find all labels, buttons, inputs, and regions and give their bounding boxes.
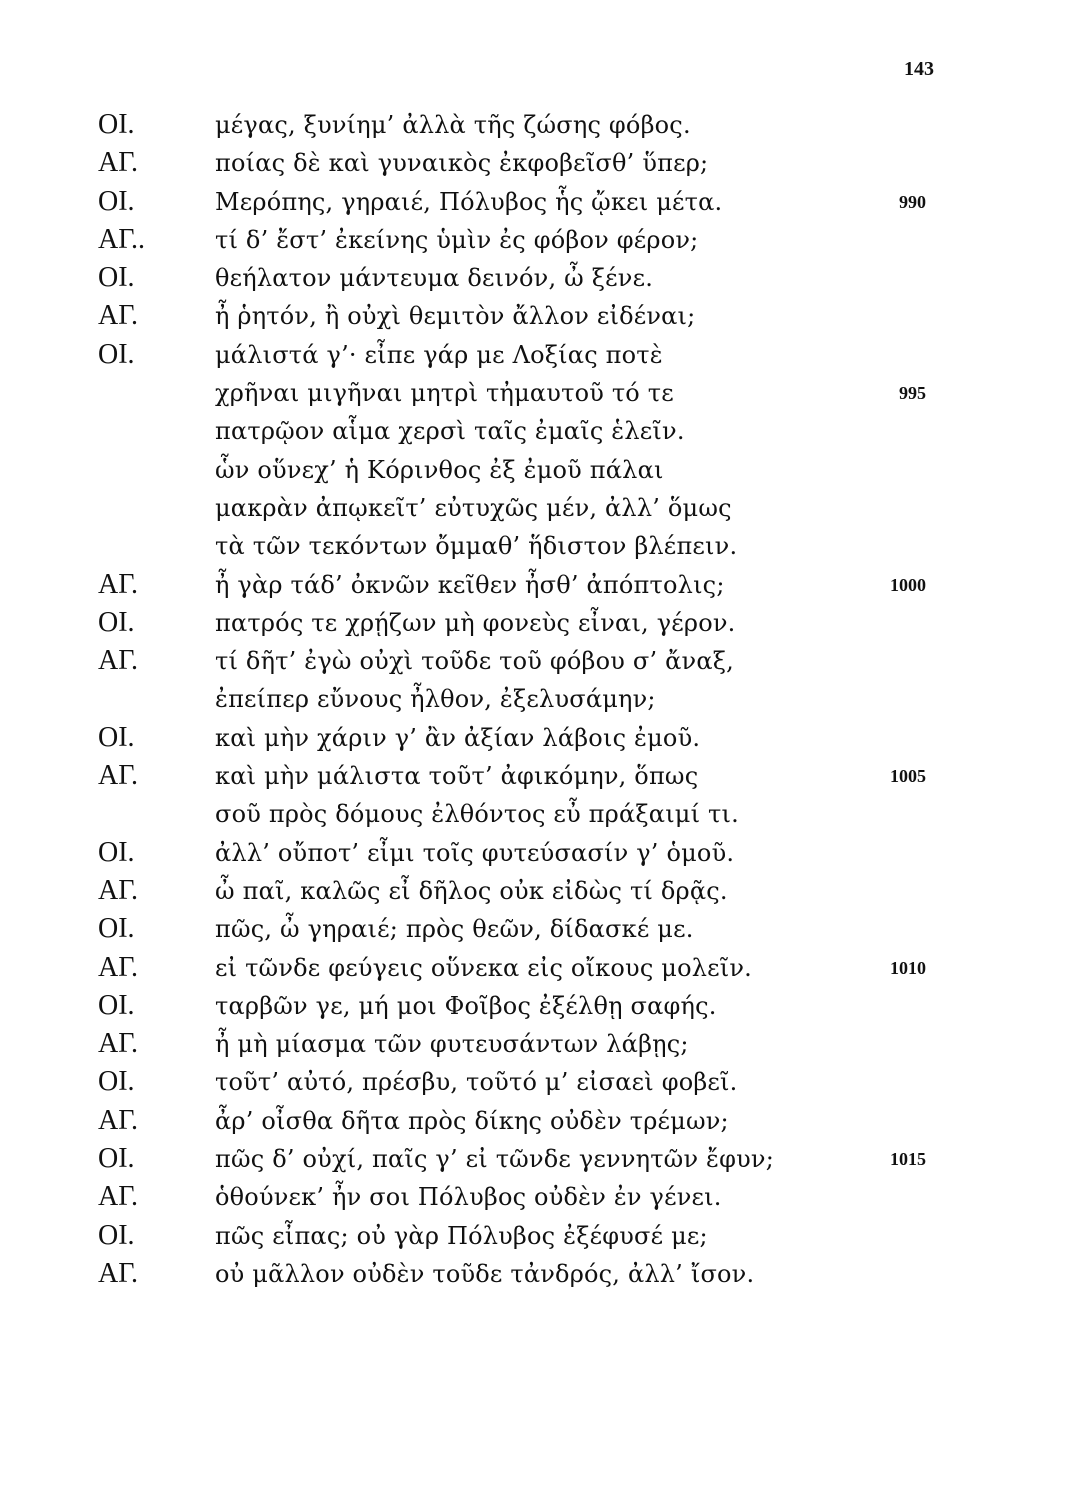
verse-line	[0, 757, 1065, 795]
verse-line	[0, 183, 1065, 221]
verse-line	[0, 834, 1065, 872]
line-number: 1015	[890, 1149, 926, 1170]
verse-line	[0, 1255, 1065, 1293]
speaker-label: ΑΓ.	[98, 300, 139, 332]
speaker-label: ΟΙ.	[98, 913, 135, 945]
verse-text: Μερόπης, γηραιέ, Πόλυβος ἧς ᾤκει μέτα.	[215, 187, 723, 216]
verse-list	[0, 106, 1065, 1293]
speaker-label: ΑΓ.	[98, 874, 139, 906]
verse-text: ἦ γὰρ τάδ’ ὀκνῶν κεῖθεν ἦσθ’ ἀπόπτολις;	[215, 570, 725, 599]
speaker-label: ΟΙ.	[98, 338, 135, 370]
speaker-label: ΑΓ.	[98, 1257, 139, 1289]
speaker-label: ΟΙ.	[98, 721, 135, 753]
verse-text: τοῦτ’ αὐτό, πρέσβυ, τοῦτό μ’ εἰσαεὶ φοβεῖ.	[215, 1068, 738, 1097]
verse-text: ποίας δὲ καὶ γυναικὸς ἐκφοβεῖσθ’ ὕπερ;	[215, 149, 709, 178]
verse-line	[0, 221, 1065, 259]
verse-line	[0, 1217, 1065, 1255]
verse-line	[0, 489, 1065, 527]
line-number: 1005	[890, 766, 926, 787]
verse-text: πατρός τε χρῄζων μὴ φονεὺς εἶναι, γέρον.	[215, 608, 736, 637]
speaker-label: ΟΙ.	[98, 989, 135, 1021]
verse-text: ἆρ’ οἶσθα δῆτα πρὸς δίκης οὐδὲν τρέμων;	[215, 1106, 729, 1135]
verse-line	[0, 412, 1065, 450]
verse-line	[0, 680, 1065, 718]
verse-text: οὐ μᾶλλον οὐδὲν τοῦδε τἀνδρός, ἀλλ’ ἴσον.	[215, 1259, 755, 1288]
speaker-label: ΟΙ.	[98, 1143, 135, 1175]
verse-line	[0, 566, 1065, 604]
verse-line	[0, 719, 1065, 757]
speaker-label: ΑΓ.	[98, 147, 139, 179]
verse-text: τί δῆτ’ ἐγὼ οὐχὶ τοῦδε τοῦ φόβου σ’ ἄναξ,	[215, 647, 734, 676]
verse-text: θεήλατον μάντευμα δεινόν, ὦ ξένε.	[215, 264, 654, 293]
speaker-label: ΟΙ.	[98, 185, 135, 217]
speaker-label: ΑΓ..	[98, 223, 146, 255]
verse-line	[0, 1102, 1065, 1140]
line-number: 1000	[890, 574, 926, 595]
verse-line	[0, 1063, 1065, 1101]
verse-line	[0, 336, 1065, 374]
speaker-label: ΑΓ.	[98, 1104, 139, 1136]
line-number: 990	[899, 191, 926, 212]
verse-text: ὧν οὕνεχ’ ἡ Κόρινθος ἐξ ἐμοῦ πάλαι	[215, 455, 664, 484]
verse-text: καὶ μὴν χάριν γ’ ἂν ἀξίαν λάβοις ἐμοῦ.	[215, 723, 701, 752]
verse-text: τὰ τῶν τεκόντων ὄμμαθ’ ἥδιστον βλέπειν.	[215, 532, 738, 561]
line-number: 995	[899, 383, 926, 404]
verse-text: καὶ μὴν μάλιστα τοῦτ’ ἀφικόμην, ὅπως	[215, 762, 699, 791]
verse-text: πατρῷον αἷμα χερσὶ ταῖς ἐμαῖς ἑλεῖν.	[215, 417, 685, 446]
verse-line	[0, 987, 1065, 1025]
speaker-label: ΟΙ.	[98, 262, 135, 294]
verse-line	[0, 144, 1065, 182]
verse-line	[0, 451, 1065, 489]
verse-text: τί δ’ ἔστ’ ἐκείνης ὑμὶν ἐς φόβον φέρον;	[215, 225, 699, 254]
verse-text: ἐπείπερ εὔνους ἦλθον, ἐξελυσάμην;	[215, 685, 656, 714]
verse-text: μακρὰν ἀπῳκεῖτ’ εὐτυχῶς μέν, ἀλλ’ ὅμως	[215, 493, 732, 522]
page-number: 143	[904, 58, 934, 80]
line-number: 1010	[890, 957, 926, 978]
speaker-label: ΟΙ.	[98, 1066, 135, 1098]
speaker-label: ΟΙ.	[98, 109, 135, 140]
speaker-label: ΟΙ.	[98, 836, 135, 868]
verse-text: πῶς εἶπας; οὐ γὰρ Πόλυβος ἐξέφυσέ με;	[215, 1221, 708, 1250]
verse-text: ἦ ῥητόν, ἢ οὐχὶ θεμιτὸν ἄλλον εἰδέναι;	[215, 302, 696, 331]
verse-text: εἰ τῶνδε φεύγεις οὕνεκα εἰς οἴκους μολεῖν.	[215, 953, 753, 982]
verse-text: μέγας, ξυνίημ’ ἀλλὰ τῆς ζώσης φόβος.	[215, 111, 691, 139]
verse-line	[0, 374, 1065, 412]
verse-line	[0, 642, 1065, 680]
speaker-label: ΑΓ.	[98, 760, 139, 792]
verse-text: χρῆναι μιγῆναι μητρὶ τἠμαυτοῦ τό τε	[215, 379, 674, 408]
verse-line	[0, 949, 1065, 987]
speaker-label: ΟΙ.	[98, 606, 135, 638]
verse-line	[0, 1025, 1065, 1063]
verse-text: ταρβῶν γε, μή μοι Φοῖβος ἐξέλθῃ σαφής.	[215, 991, 717, 1020]
verse-text: σοῦ πρὸς δόμους ἐλθόντος εὖ πράξαιμί τι.	[215, 800, 739, 829]
verse-line	[0, 910, 1065, 948]
verse-text: ἀλλ’ οὔποτ’ εἶμι τοῖς φυτεύσασίν γ’ ὁμοῦ.	[215, 838, 735, 867]
verse-text: μάλιστά γ’· εἶπε γάρ με Λοξίας ποτὲ	[215, 340, 663, 369]
speaker-label: ΑΓ.	[98, 951, 139, 983]
verse-text: ὦ παῖ, καλῶς εἶ δῆλος οὐκ εἰδὼς τί δρᾷς.	[215, 876, 728, 905]
verse-line	[0, 795, 1065, 833]
verse-text: ἦ μὴ μίασμα τῶν φυτευσάντων λάβῃς;	[215, 1030, 689, 1059]
verse-line	[0, 259, 1065, 297]
verse-line	[0, 297, 1065, 335]
speaker-label: ΑΓ.	[98, 1028, 139, 1060]
verse-line	[0, 604, 1065, 642]
speaker-label: ΑΓ.	[98, 1181, 139, 1213]
speaker-label: ΟΙ.	[98, 1219, 135, 1251]
verse-line	[0, 872, 1065, 910]
speaker-label: ΑΓ.	[98, 568, 139, 600]
verse-line	[0, 1178, 1065, 1216]
verse-line	[0, 106, 1065, 144]
verse-text: ὁθούνεκ’ ἦν σοι Πόλυβος οὐδὲν ἐν γένει.	[215, 1183, 722, 1212]
verse-text: πῶς δ’ οὐχί, παῖς γ’ εἰ τῶνδε γεννητῶν ἔφυν;	[215, 1145, 775, 1174]
verse-text: πῶς, ὦ γηραιέ; πρὸς θεῶν, δίδασκέ με.	[215, 915, 694, 944]
verse-line	[0, 527, 1065, 565]
speaker-label: ΑΓ.	[98, 645, 139, 677]
verse-line	[0, 1140, 1065, 1178]
